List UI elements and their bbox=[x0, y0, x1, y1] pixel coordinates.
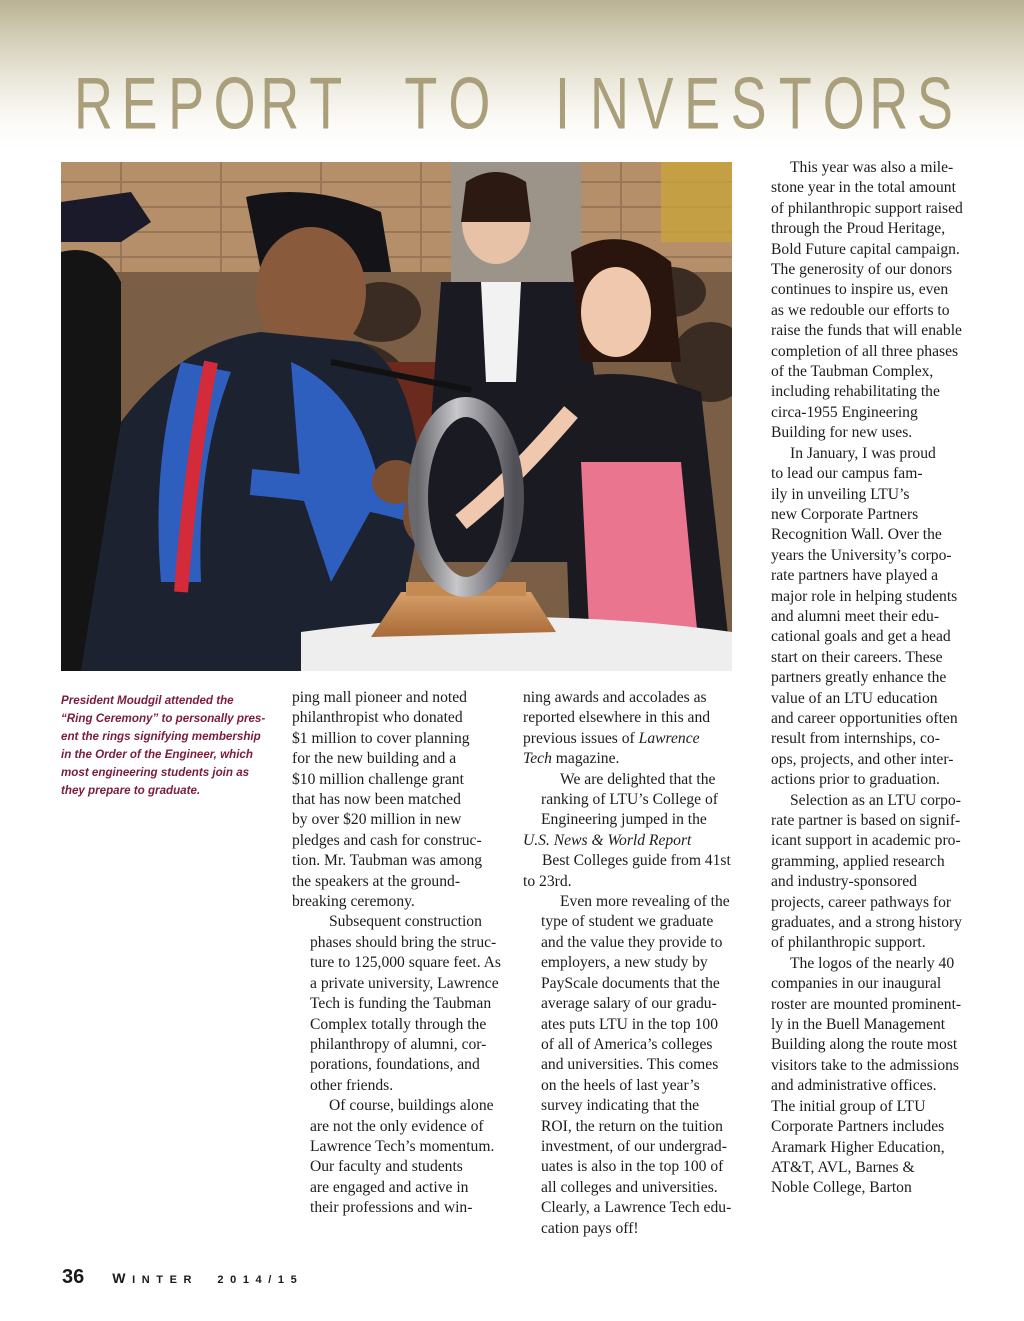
text-line: breaking ceremony. bbox=[292, 893, 415, 911]
masthead-letter: N bbox=[590, 63, 630, 145]
text-line: Building along the route most bbox=[771, 1036, 958, 1054]
text-line: employers, a new study by bbox=[541, 954, 708, 972]
text-line: Of course, buildings alone bbox=[329, 1097, 494, 1115]
caption-line: President Moudgil attended the bbox=[61, 694, 234, 707]
masthead-letter: R bbox=[869, 63, 909, 145]
text-line: all colleges and universities. bbox=[541, 1178, 718, 1196]
caption-line: in the Order of the Engineer, which bbox=[61, 748, 253, 761]
caption-line: they prepare to graduate. bbox=[61, 784, 201, 797]
text-line: Bold Future capital campaign. bbox=[771, 240, 960, 258]
paragraph bbox=[753, 791, 968, 954]
masthead-letter: O bbox=[448, 63, 491, 145]
text-line: start on their careers. These bbox=[771, 648, 943, 666]
text-line: actions prior to graduation. bbox=[771, 771, 940, 789]
text-line: and industry-sponsored bbox=[771, 873, 917, 891]
text-line: on the heels of last year’s bbox=[541, 1076, 700, 1094]
text-line: Our faculty and students bbox=[310, 1158, 463, 1176]
text-line: phases should bring the struc- bbox=[310, 933, 497, 951]
text-line: reported elsewhere in this and bbox=[523, 709, 711, 727]
text-line: Best Colleges guide from 41st bbox=[542, 852, 731, 870]
text-line: rate partner is based on signif- bbox=[771, 812, 961, 829]
text-line: visitors take to the admissions bbox=[771, 1056, 959, 1074]
text-line: cational goals and get a head bbox=[771, 628, 951, 646]
text-line: and universities. This comes bbox=[541, 1056, 719, 1074]
masthead-letter: S bbox=[916, 63, 953, 145]
masthead-letter: T bbox=[778, 63, 812, 145]
text-line: partners greatly enhance the bbox=[771, 669, 947, 687]
text-line: This year was also a mile- bbox=[790, 159, 954, 176]
text-line: to 23rd. bbox=[523, 872, 572, 890]
paragraph bbox=[292, 1096, 504, 1218]
text-line: are engaged and active in bbox=[310, 1178, 469, 1196]
text-line: ily in unveiling LTU’s bbox=[771, 485, 910, 503]
masthead-letter: T bbox=[404, 63, 438, 145]
article-column-1 bbox=[292, 688, 504, 1219]
masthead-title bbox=[74, 50, 954, 158]
masthead-letter: V bbox=[637, 63, 674, 145]
text-line: result from internships, co- bbox=[771, 730, 940, 748]
photo-caption bbox=[61, 692, 269, 800]
masthead-letter: S bbox=[730, 63, 767, 145]
text-line: years the University’s corpo- bbox=[771, 546, 952, 564]
text-line: pledges and cash for construc- bbox=[292, 831, 482, 849]
text-line: ROI, the return on the tuition bbox=[541, 1117, 723, 1135]
text-line: their professions and win- bbox=[310, 1199, 473, 1217]
text-line: Selection as an LTU corpo- bbox=[790, 791, 961, 809]
text-line: gramming, applied research bbox=[771, 852, 945, 870]
text-line: Subsequent construction bbox=[329, 913, 482, 931]
caption-line: “Ring Ceremony” to personally pres- bbox=[61, 712, 266, 725]
text-line: Clearly, a Lawrence Tech edu- bbox=[541, 1199, 732, 1217]
text-line: Tech magazine. bbox=[523, 750, 620, 768]
paragraph bbox=[523, 892, 735, 1239]
paragraph bbox=[753, 158, 968, 444]
text-line: value of an LTU education bbox=[771, 689, 938, 707]
text-line: The generosity of our donors bbox=[771, 261, 953, 279]
issue-label: WINTER 2014/15 bbox=[112, 1270, 304, 1286]
text-line: companies in our inaugural bbox=[771, 975, 942, 993]
paragraph bbox=[753, 444, 968, 791]
text-line: ning awards and accolades as bbox=[523, 689, 707, 706]
text-line: stone year in the total amount bbox=[771, 179, 956, 197]
text-line: We are delighted that the bbox=[560, 770, 716, 788]
text-line: Corporate Partners includes bbox=[771, 1118, 945, 1136]
ring-ceremony-photo bbox=[61, 162, 732, 671]
text-line: major role in helping students bbox=[771, 587, 958, 605]
caption-line: most engineering students join as bbox=[61, 766, 250, 779]
masthead-letter: P bbox=[168, 63, 205, 145]
masthead-letter: E bbox=[684, 63, 721, 145]
masthead-letter: T bbox=[309, 63, 343, 145]
text-line: ranking of LTU’s College of bbox=[541, 791, 718, 809]
text-line: Aramark Higher Education, bbox=[771, 1138, 945, 1156]
text-line: Lawrence Tech’s momentum. bbox=[310, 1137, 495, 1155]
text-line: and alumni meet their edu- bbox=[771, 607, 940, 625]
article-column-3 bbox=[753, 158, 968, 1199]
text-line: ture to 125,000 square feet. As bbox=[310, 954, 501, 972]
text-line: projects, career pathways for bbox=[771, 893, 952, 911]
text-line: of the Taubman Complex, bbox=[771, 363, 934, 381]
page-footer bbox=[62, 1266, 303, 1290]
text-line: the speakers at the ground- bbox=[292, 872, 461, 890]
paragraph bbox=[753, 954, 968, 1199]
text-line: and the value they provide to bbox=[541, 933, 723, 951]
text-line: average salary of our gradu- bbox=[541, 995, 717, 1013]
text-line: rate partners have played a bbox=[771, 567, 939, 585]
text-line: Recognition Wall. Over the bbox=[771, 526, 942, 544]
text-line: philanthropy of alumni, cor- bbox=[310, 1035, 487, 1053]
masthead-letter: R bbox=[260, 63, 300, 145]
text-line: Complex totally through the bbox=[310, 1015, 487, 1033]
text-line: graduates, and a strong history bbox=[771, 914, 962, 932]
text-line: The logos of the nearly 40 bbox=[790, 954, 955, 972]
text-line: porations, foundations, and bbox=[310, 1056, 480, 1074]
masthead-letter: E bbox=[121, 63, 158, 145]
text-line: tion. Mr. Taubman was among bbox=[292, 852, 483, 870]
text-line: for the new building and a bbox=[292, 750, 457, 768]
text-line: are not the only evidence of bbox=[310, 1117, 484, 1135]
caption-line: ent the rings signifying membership bbox=[61, 730, 261, 743]
text-line: new Corporate Partners bbox=[771, 505, 919, 523]
text-line: of philanthropic support raised bbox=[771, 199, 963, 217]
text-line: ates puts LTU in the top 100 bbox=[541, 1015, 719, 1033]
text-line: roster are mounted prominent- bbox=[771, 995, 962, 1013]
text-line: Even more revealing of the bbox=[560, 893, 730, 911]
text-line: Engineering jumped in the bbox=[541, 811, 707, 829]
page-number: 36 bbox=[62, 1266, 85, 1288]
text-line: uates is also in the top 100 of bbox=[541, 1158, 724, 1176]
text-line: icant support in academic pro- bbox=[771, 832, 961, 850]
text-line: including rehabilitating the bbox=[771, 383, 940, 401]
text-line: In January, I was proud bbox=[790, 444, 936, 462]
text-line: investment, of our undergrad- bbox=[541, 1137, 727, 1155]
photo-illustration bbox=[61, 162, 732, 671]
masthead-letter: O bbox=[822, 63, 865, 145]
text-line: completion of all three phases bbox=[771, 342, 959, 360]
text-line: $1 million to cover planning bbox=[292, 729, 470, 747]
paragraph bbox=[523, 688, 735, 770]
text-line: continues to inspire us, even bbox=[771, 281, 949, 299]
text-line: that has now been matched bbox=[292, 791, 461, 809]
text-line: cation pays off! bbox=[541, 1219, 639, 1237]
text-line: AT&T, AVL, Barnes & bbox=[771, 1158, 915, 1176]
text-line: Building for new uses. bbox=[771, 424, 913, 442]
text-line: of all of America’s colleges bbox=[541, 1035, 713, 1053]
text-line: previous issues of Lawrence bbox=[523, 729, 700, 747]
masthead-letter: I bbox=[554, 63, 570, 145]
text-line: and career opportunities often bbox=[771, 709, 958, 727]
masthead-letter: O bbox=[213, 63, 256, 145]
text-line: Noble College, Barton bbox=[771, 1179, 912, 1197]
paragraph bbox=[523, 770, 735, 892]
paragraph bbox=[292, 912, 504, 1096]
text-line: raise the funds that will enable bbox=[771, 322, 962, 340]
text-line: The initial group of LTU bbox=[771, 1097, 926, 1115]
text-line: ly in the Buell Management bbox=[771, 1016, 946, 1034]
text-line: type of student we graduate bbox=[541, 913, 714, 931]
article-column-2 bbox=[523, 688, 735, 1239]
text-line: to lead our campus fam- bbox=[771, 465, 923, 483]
text-line: of philanthropic support. bbox=[771, 934, 926, 952]
paragraph bbox=[292, 688, 504, 912]
text-line: U.S. News & World Report bbox=[523, 831, 692, 849]
text-line: PayScale documents that the bbox=[541, 974, 720, 992]
text-line: survey indicating that the bbox=[541, 1097, 700, 1115]
text-line: philanthropist who donated bbox=[292, 709, 463, 727]
text-line: ping mall pioneer and noted bbox=[292, 689, 467, 706]
text-line: and administrative offices. bbox=[771, 1077, 937, 1095]
text-line: as we redouble our efforts to bbox=[771, 301, 950, 319]
text-line: $10 million challenge grant bbox=[292, 770, 464, 788]
text-line: by over $20 million in new bbox=[292, 811, 462, 829]
text-line: other friends. bbox=[310, 1076, 394, 1094]
text-line: a private university, Lawrence bbox=[310, 974, 499, 992]
text-line: ops, projects, and other inter- bbox=[771, 750, 954, 768]
text-line: circa-1955 Engineering bbox=[771, 403, 918, 421]
text-line: Tech is funding the Taubman bbox=[310, 995, 492, 1013]
text-line: through the Proud Heritage, bbox=[771, 220, 946, 238]
masthead-letter: R bbox=[74, 63, 113, 145]
